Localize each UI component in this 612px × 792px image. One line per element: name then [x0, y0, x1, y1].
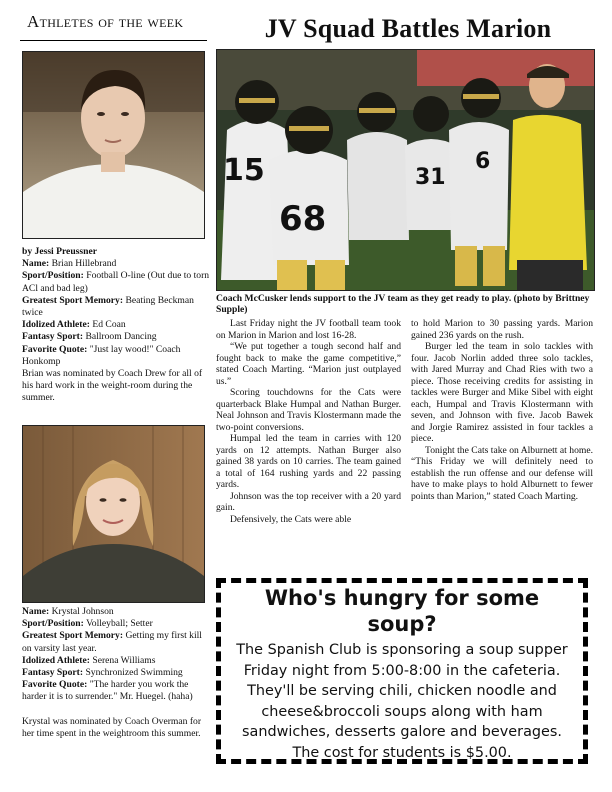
svg-text:31: 31	[415, 165, 446, 190]
athlete-idol: Idolized Athlete: Serena Williams	[22, 654, 156, 666]
athlete-quote: Favorite Quote: "The harder you work the harder it is to surrender." Mr. Huegel. (haha)	[22, 679, 193, 703]
soup-title: Who's hungry for some soup?	[264, 586, 540, 636]
svg-text:6: 6	[475, 149, 491, 174]
athlete-name: Name: Krystal Johnson	[22, 606, 114, 617]
athlete-idol: Idolized Athlete: Ed Coan	[22, 319, 126, 331]
athlete-photo-brian	[22, 51, 205, 239]
article-paragraph: to hold Marion to 30 passing yards. Marion gained 236 yards on the rush.	[411, 318, 593, 341]
athlete-note: Brian was nominated by Coach Drew for all of his hard work in the weight-room during the summer.	[22, 368, 203, 404]
athlete-fantasy: Fantasy Sport: Synchronized Swimming	[22, 667, 183, 679]
athlete-note: Krystal was nominated by Coach Overman for her time spent in the weightroom this summer.	[22, 715, 202, 739]
sidebar-title-rule	[20, 40, 207, 41]
athlete-fantasy: Fantasy Sport: Ballroom Dancing	[22, 331, 157, 343]
article-photo-jv-squad	[216, 49, 595, 291]
athlete-byline: by Jessi Preussner	[22, 246, 97, 257]
athlete-name: Name: Brian Hillebrand	[22, 258, 117, 270]
article-headline: JV Squad Battles Marion	[264, 14, 552, 43]
article-column-2	[411, 318, 593, 502]
article-paragraph: Tonight the Cats take on Alburnett at home. “This Friday we will definitely need to establish the run offense and our defense will have to make plays to hold Alburnett to fewer points than Marion,” stated Coach Marting.	[411, 444, 593, 502]
article-paragraph: Burger led the team in solo tackles with four. Jacob Norlin added three solo tackles, with Jared Murray and Chad Ries with two a piece. Those receiving credits for assisting in tackles were Burger and Mike Sibel with eight each, Humpal and Travis Klostermann with seven, and Johnson with five. Jacob Bawek and Jorgie Ramirez assisted in four tackles a piece.	[411, 341, 593, 444]
athlete-photo-krystal	[22, 425, 205, 603]
athlete-sport: Sport/Position: Football O-line (Out due to torn ACl and bad leg)	[22, 270, 210, 294]
athlete-sport: Sport/Position: Volleyball; Setter	[22, 618, 153, 630]
svg-text:15: 15	[223, 153, 265, 188]
athlete-card-brian	[22, 246, 212, 405]
article-paragraph: Scoring touchdowns for the Cats were quarterback Blake Humpal and Nathan Burger. Neal Johnson and Travis Klostermann made the two-point conversions.	[216, 387, 401, 433]
article-paragraph: Humpal led the team in carries with 120 yards on 12 attempts. Nathan Burger also gained 38 yards on 10 carries. The team gained a total of 164 rushing yards and 22 passing yards.	[216, 433, 401, 490]
article-paragraph: Johnson was the top receiver with a 20 yard gain.	[216, 490, 401, 513]
athlete-memory: Greatest Sport Memory: Getting my first kill on varsity last year.	[22, 630, 202, 654]
athlete-card-krystal	[22, 606, 212, 740]
athlete-memory: Greatest Sport Memory: Beating Beckman twice	[22, 294, 194, 319]
svg-text:68: 68	[279, 199, 327, 239]
athlete-quote: Favorite Quote: "Just lay wood!" Coach Honkomp	[22, 343, 181, 367]
sidebar-title: Athletes of the week	[27, 12, 184, 31]
article-column-1	[216, 318, 401, 525]
photo-caption: Coach McCusker lends support to the JV team as they get ready to play. (photo by Brittney Supple)	[216, 293, 590, 316]
article-paragraph: “We put together a tough second half and fought back to make the game competitive,” stated Coach Marting. “Marion just outplayed us.”	[216, 341, 401, 387]
soup-announcement-box	[216, 578, 588, 764]
article-paragraph: Last Friday night the JV football team took on Marion in Marion and lost 16-28.	[216, 318, 401, 341]
article-paragraph: Defensively, the Cats were able	[230, 513, 352, 525]
soup-body: The Spanish Club is sponsoring a soup supper Friday night from 5:00-8:00 in the cafeteria. They'll be serving chili, chicken noodle and cheese&broccoli soups along with ham sandwiches, desserts galore and beverages. The cost for students is $5.00.	[236, 642, 568, 761]
